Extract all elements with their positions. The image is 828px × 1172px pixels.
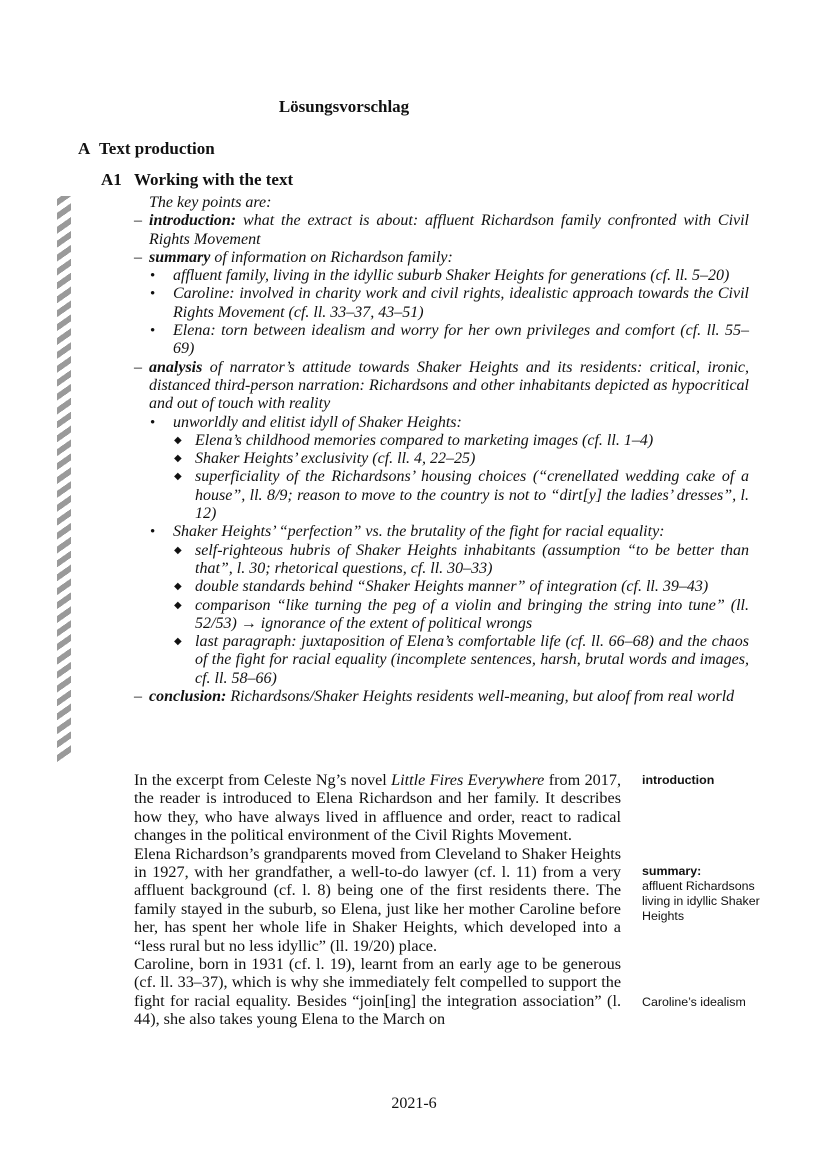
key-point-introduction: – introduction: what the extract is about: affluent Richardson family confronted with Civil Rights Movement	[134, 212, 749, 248]
list-item: • unworldly and elitist idyll of Shaker Heights:	[150, 413, 462, 431]
section-a-heading	[78, 139, 215, 159]
list-item: ◆ last paragraph: juxtaposition of Elena’s comfortable life (cf. ll. 66–68) and the chaos of the fight for racial equality (incomplete sentences, harsh, brutal words and images, cf. ll. 58–66)	[174, 633, 749, 687]
margin-note-caroline: Caroline’s idealism	[642, 995, 746, 1009]
key-point-text: Richardsons/Shaker Heights residents well-meaning, but aloof from real world	[226, 688, 735, 706]
list-item: ◆ self-righteous hubris of Shaker Heights inhabitants (assumption “to be better than that”, l. 30; rhetorical questions, cf. ll. 30–33)	[174, 541, 749, 577]
margin-note-summary-label: summary:	[642, 864, 702, 878]
key-point-term: summary	[149, 248, 211, 266]
key-point-analysis: – analysis of narrator’s attitude towards Shaker Heights and its residents: critical, ironic, distanced third-person narration: Richardsons and other inhabitants depicted as hypocritical and out of touch with reality	[134, 358, 749, 413]
list-item: ◆ superficiality of the Richardsons’ housing choices (“crenellated wedding cake of a house”, ll. 8/9; reason to move to the country is not to “dirt[y] the ladies’ dresses”, l. 12)	[174, 468, 749, 523]
key-point-text: of information on Richardson family:	[210, 248, 453, 266]
essay-paragraph-introduction: In the excerpt from Celeste Ng’s novel Little Fires Everywhere from 2017, the reader is introduced to Elena Richardson and her family. It describes how they, who have always lived in affluence and order, react to radical changes in the political environment of the Civil Rights Movement.	[134, 771, 622, 845]
section-a1-heading	[101, 170, 293, 190]
key-point-conclusion: – conclusion: Richardsons/Shaker Heights residents well-meaning, but aloof from real world	[134, 688, 735, 706]
list-item: ◆ Shaker Heights’ exclusivity (cf. ll. 4, 22–25)	[174, 450, 476, 468]
page-number: 2021-6	[391, 1095, 437, 1112]
key-point-summary: – summary of information on Richardson family:	[134, 248, 453, 266]
section-a-label: Text production	[99, 139, 215, 158]
key-points-intro: The key points are:	[149, 194, 272, 211]
essay-body	[134, 771, 621, 1029]
essay-paragraph-caroline: Caroline, born in 1931 (cf. l. 19), learnt from an early age to be generous (cf. ll. 33–37), which is why she immediately felt compelled to support the fight for racial equality. Besides “join[ing] the integration association” (l. 44), she also takes young Elena to the March on	[134, 955, 621, 1029]
list-item: ◆ comparison “like turning the peg of a violin and bringing the string into tune” (ll. 52/53) → ignorance of the extent of political wrongs	[174, 596, 749, 632]
list-item: ◆ Elena’s childhood memories compared to marketing images (cf. ll. 1–4)	[174, 431, 654, 449]
list-item: • Shaker Heights’ “perfection” vs. the brutality of the fight for racial equality:	[150, 523, 665, 541]
key-point-text: of narrator’s attitude towards Shaker Heights and its residents: critical, ironic, distanced third-person narration: Richardsons and other inhabitants depicted as hypocritical and out of touch with reality	[149, 358, 749, 413]
key-point-term: analysis	[149, 358, 203, 376]
key-points-block	[134, 194, 749, 706]
key-point-text: what the extract is about: affluent Richardson family confronted with Civil Rights Movement	[149, 212, 749, 248]
section-a1-label: Working with the text	[134, 170, 294, 189]
novel-title: Little Fires Everywhere	[391, 771, 545, 789]
section-a1-number: A1	[101, 170, 122, 189]
hatch-margin-marker	[52, 196, 74, 762]
margin-note-introduction: introduction	[642, 773, 715, 787]
margin-note-summary	[642, 864, 772, 924]
essay-paragraph-summary: Elena Richardson’s grandparents moved from Cleveland to Shaker Heights in 1927, with her grandfather, a well-to-do lawyer (cf. l. 11) from a very affluent background (cf. l. 8) being one of the first residents there. The family stayed in the suburb, so Elena, just like her mother Caroline before her, has spent her whole life in Shaker Heights, which developed into a “less rural but no less idyllic” (ll. 19/20) place.	[134, 844, 621, 955]
key-point-term: conclusion:	[149, 688, 227, 706]
page-title: Lösungsvorschlag	[278, 97, 410, 116]
margin-note-summary-text: affluent Richardsons living in idyllic Shaker Heights	[642, 879, 760, 923]
list-item: • affluent family, living in the idyllic suburb Shaker Heights for generations (cf. ll. 5–20)	[150, 267, 730, 285]
list-item: ◆ double standards behind “Shaker Heights manner” of integration (cf. ll. 39–43)	[174, 578, 709, 596]
section-a-number: A	[78, 139, 91, 158]
list-item: • Elena: torn between idealism and worry for her own privileges and comfort (cf. ll. 55–69)	[150, 322, 749, 358]
key-point-term: introduction:	[149, 212, 237, 230]
list-item: • Caroline: involved in charity work and civil rights, idealistic approach towards the Civil Rights Movement (cf. ll. 33–37, 43–51)	[150, 285, 749, 321]
